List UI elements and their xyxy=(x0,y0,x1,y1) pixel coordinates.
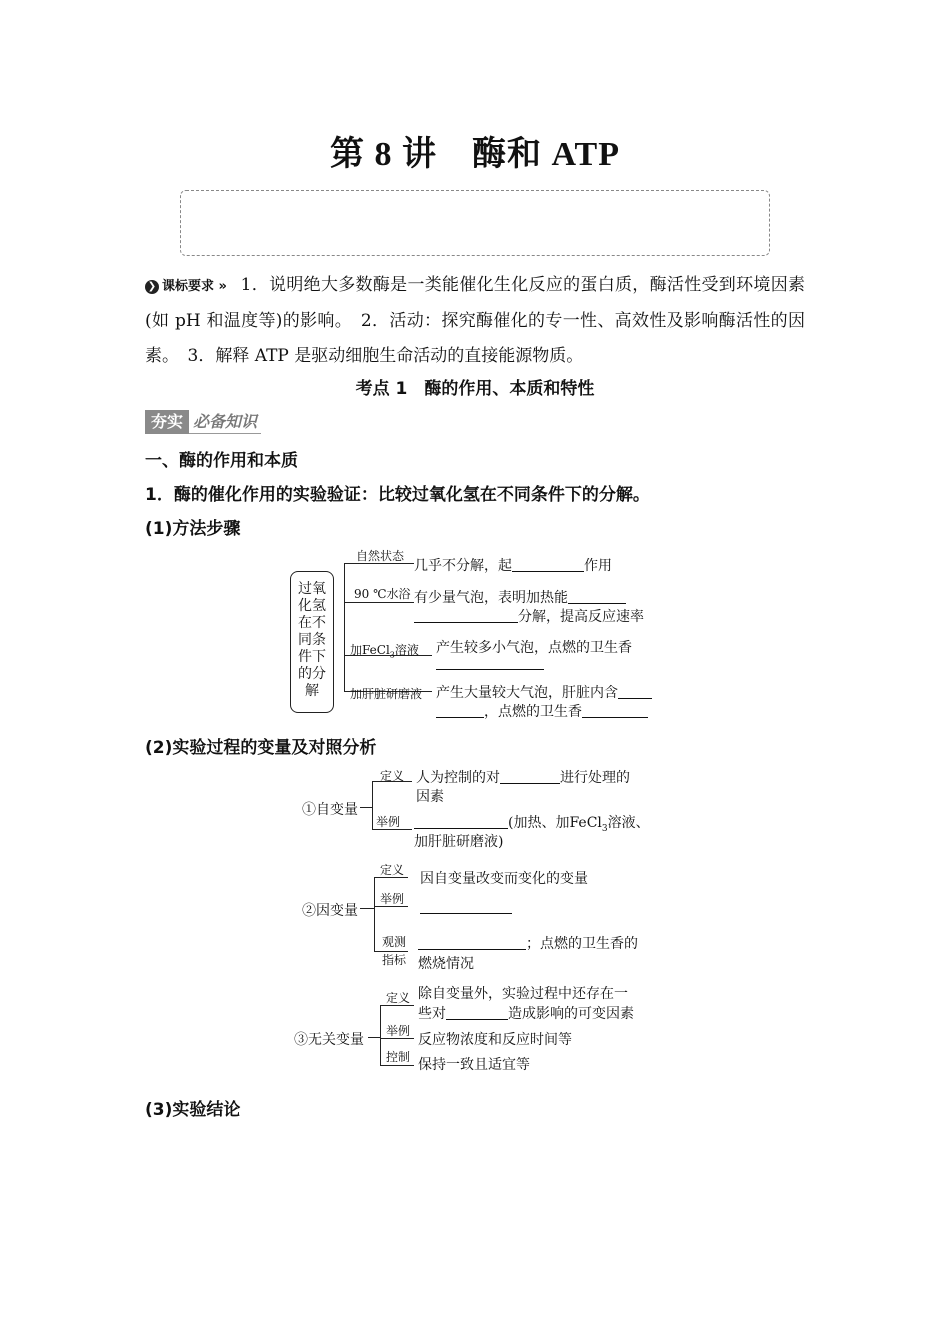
answer-blank[interactable] xyxy=(568,589,626,604)
v3-ctrl-label: 控制 xyxy=(386,1050,411,1064)
v1-def-line2: 因素 xyxy=(416,789,444,805)
v1-ex-a: (加热、加FeCl xyxy=(508,815,602,831)
sub-heading-conclusion: (3)实验结论 xyxy=(145,1100,241,1120)
requirements-text: 1．说明绝大多数酶是一类能催化生化反应的蛋白质，酶活性受到环境因素(如 pH 和温度等)的影响。 2．活动：探究酶催化的专一性、高效性及影响酶活性的因素。 3．解释 ATP 是驱动细胞生命活动的直接能源物质。 xyxy=(145,275,805,366)
branch1-text-a: 几乎不分解，起 xyxy=(414,558,512,574)
bracket-line xyxy=(380,1005,381,1065)
v2-obs-line1 xyxy=(418,933,638,953)
v3-def-line2 xyxy=(418,1003,634,1023)
v1-ex-b: 溶液、 xyxy=(607,815,650,831)
variable-2-label: ②因变量 xyxy=(302,903,358,919)
answer-blank[interactable] xyxy=(512,557,584,572)
branch4-text-b: ，点燃的卫生香 xyxy=(484,704,582,720)
v3-def-c: 造成影响的可变因素 xyxy=(508,1006,634,1022)
banner-right: 必备知识 xyxy=(189,411,261,434)
v3-ex-text: 反应物浓度和反应时间等 xyxy=(418,1032,572,1048)
v1-ex-label: 举例 xyxy=(376,815,401,829)
v3-def-label: 定义 xyxy=(386,991,411,1005)
v1-def-label: 定义 xyxy=(380,769,405,783)
answer-blank[interactable] xyxy=(420,899,512,914)
branch3-label-b: 溶液 xyxy=(394,643,419,657)
branch3-text: 产生较多小气泡，点燃的卫生香 xyxy=(436,640,632,656)
connector-line xyxy=(360,908,374,909)
connector-line xyxy=(360,807,372,808)
branch3-label-a: 加FeCl xyxy=(350,643,390,657)
answer-blank[interactable] xyxy=(414,608,518,623)
branch4-text-line1 xyxy=(436,682,652,702)
bracket-line xyxy=(372,781,373,829)
v2-obs-label-a: 观测 xyxy=(382,935,407,949)
answer-blank[interactable] xyxy=(414,814,508,829)
branch1-text xyxy=(414,555,612,575)
v2-ex-row xyxy=(420,899,512,916)
kaodian-heading: 考点 1 酶的作用、本质和特性 xyxy=(355,379,595,399)
connector-line xyxy=(368,1037,380,1038)
branch3-label xyxy=(350,641,419,659)
v2-obs-line2: 燃烧情况 xyxy=(418,956,474,972)
root-line: 过氧 xyxy=(298,581,326,597)
v3-def-b: 些对 xyxy=(418,1006,446,1022)
answer-blank[interactable] xyxy=(618,684,652,699)
v1-ex-sub: 3 xyxy=(601,823,608,834)
root-line: 的分 xyxy=(298,666,326,682)
answer-blank[interactable] xyxy=(418,935,526,950)
branch2-text-a: 有少量气泡，表明加热能 xyxy=(414,590,568,606)
curriculum-requirements xyxy=(145,268,805,374)
sub-heading-method: (1)方法步骤 xyxy=(145,519,241,539)
v2-obs-label-b: 指标 xyxy=(382,953,407,967)
v1-def-b: 进行处理的 xyxy=(560,770,630,786)
requirements-badge-label: 课标要求 xyxy=(162,279,215,294)
arrow-icon: ❯ xyxy=(145,280,159,294)
sub-heading-variables: (2)实验过程的变量及对照分析 xyxy=(145,738,377,758)
variable-1-label: ①自变量 xyxy=(302,802,358,818)
banner-left: 夯实 xyxy=(145,410,189,434)
page-title: 第 8 讲 酶和 ATP xyxy=(330,136,620,173)
v3-ctrl-text: 保持一致且适宜等 xyxy=(418,1057,530,1073)
branch4-text-a: 产生大量较大气泡，肝脏内含 xyxy=(436,685,618,701)
v1-def-line1 xyxy=(416,767,630,787)
v3-def-line1: 除自变量外，实验过程中还存在一 xyxy=(418,986,628,1002)
v2-def-label: 定义 xyxy=(380,863,405,877)
answer-blank[interactable] xyxy=(436,703,484,718)
root-label xyxy=(294,581,330,700)
answer-blank[interactable] xyxy=(500,769,560,784)
branch2-text-b: 分解，提高反应速率 xyxy=(518,609,644,625)
branch1-label: 自然状态 xyxy=(356,549,405,563)
variables-diagram xyxy=(294,765,668,1085)
section-heading: 一、酶的作用和本质 xyxy=(145,451,298,471)
v2-obs-a: ；点燃的卫生香的 xyxy=(526,936,638,952)
root-line: 同条 xyxy=(298,632,326,648)
section-banner xyxy=(145,410,261,434)
answer-blank[interactable] xyxy=(446,1005,508,1020)
item-heading: 1．酶的催化作用的实验验证：比较过氧化氢在不同条件下的分解。 xyxy=(145,485,650,505)
branch1-text-b: 作用 xyxy=(584,558,612,574)
branch2-text-line2 xyxy=(414,606,644,626)
answer-blank[interactable] xyxy=(436,655,544,670)
v3-ex-label: 举例 xyxy=(386,1024,411,1038)
objectives-box xyxy=(180,190,770,256)
branch2-text-line1 xyxy=(414,587,626,607)
answer-blank[interactable] xyxy=(582,703,648,718)
v1-ex-line2: 加肝脏研磨液) xyxy=(414,834,504,850)
root-line: 解 xyxy=(305,683,319,699)
branch-line xyxy=(380,1065,414,1066)
root-line: 化氢 xyxy=(298,598,326,614)
v2-def-text: 因自变量改变而变化的变量 xyxy=(420,871,588,887)
v2-ex-label: 举例 xyxy=(380,892,405,906)
branch4-label: 加肝脏研磨液 xyxy=(350,687,423,701)
branch3-label-sub: 3 xyxy=(389,650,395,660)
branch3-blank-row xyxy=(436,655,544,672)
branch4-text-line2 xyxy=(436,701,648,721)
requirements-badge: ❯ 课标要求 » xyxy=(145,269,227,304)
method-diagram xyxy=(290,545,670,725)
v1-def-a: 人为控制的对 xyxy=(416,770,500,786)
bracket-line xyxy=(344,563,345,691)
branch-line xyxy=(344,602,414,603)
root-line: 件下 xyxy=(298,649,326,665)
bracket-line xyxy=(374,877,375,951)
variable-3-label: ③无关变量 xyxy=(294,1032,364,1048)
root-line: 在不 xyxy=(298,615,326,631)
branch2-label: 90 ℃水浴 xyxy=(354,587,411,601)
